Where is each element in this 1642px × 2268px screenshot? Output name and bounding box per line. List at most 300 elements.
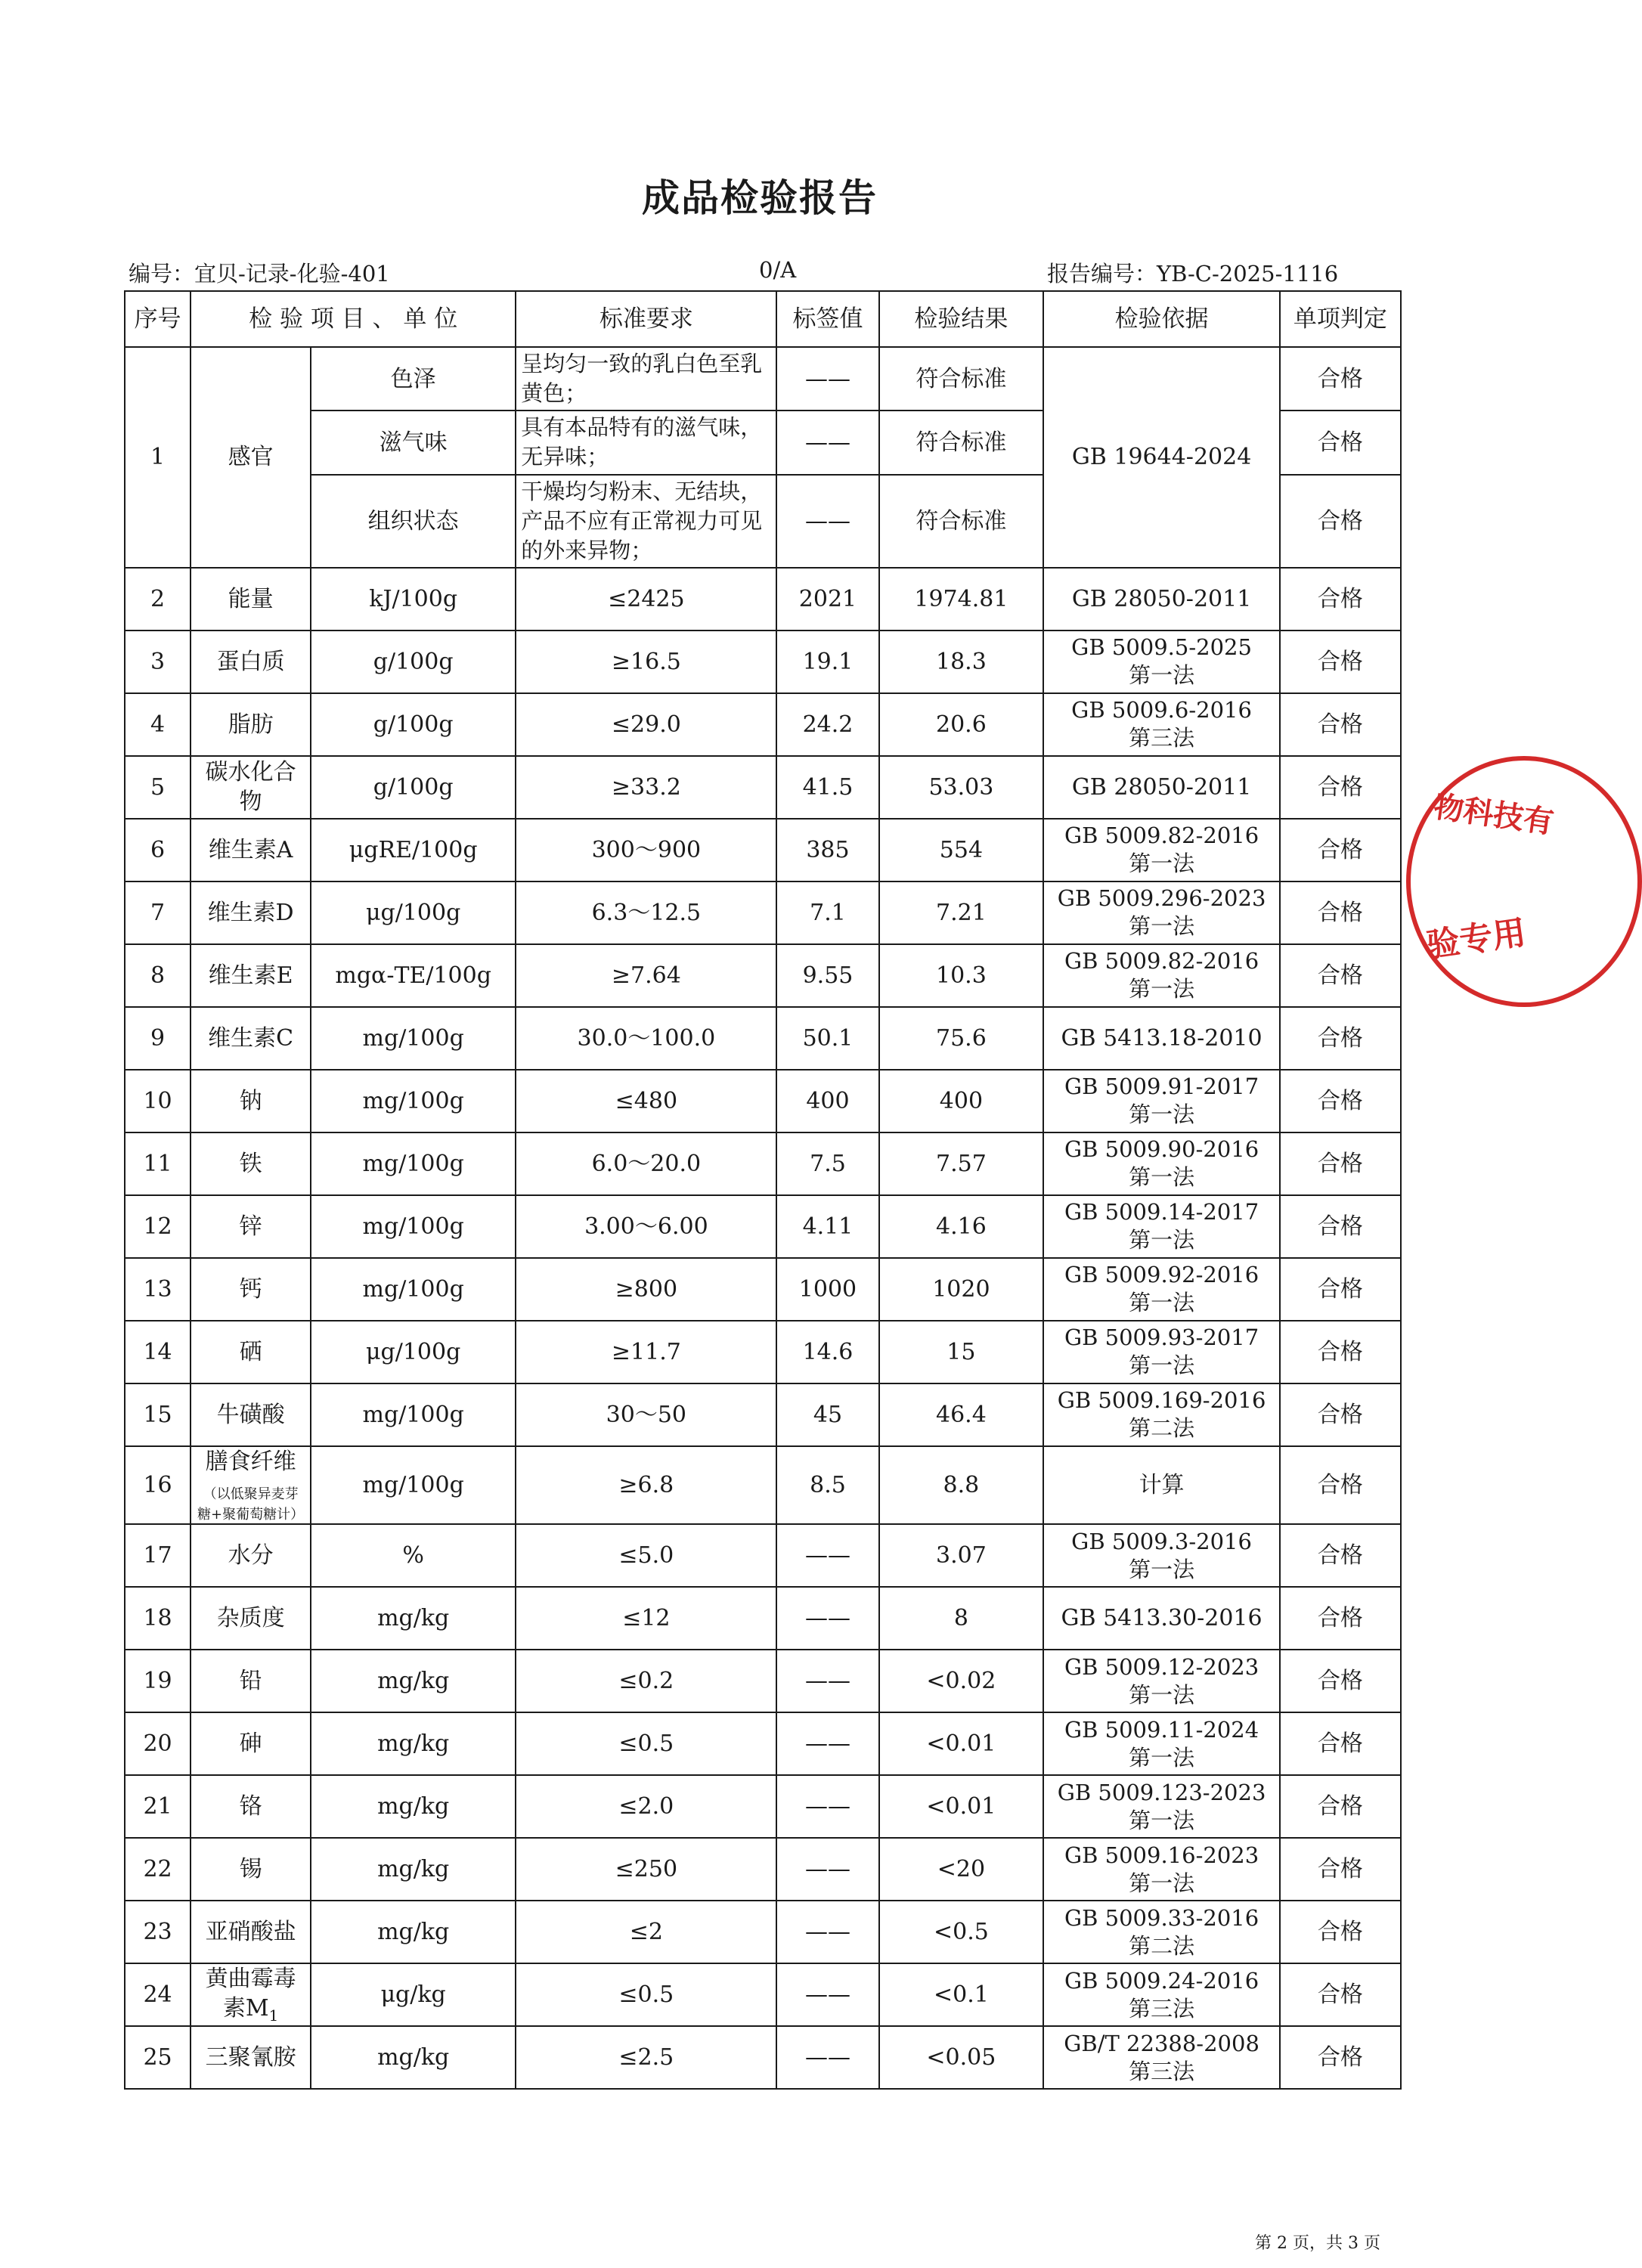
requirement: ≤29.0 [516,693,776,756]
item-name: 感官 [191,347,311,568]
requirement: ≥800 [516,1258,776,1321]
item-name [191,1650,311,1712]
basis-standard: GB 5009.92-2016 [1064,1262,1259,1288]
basis-standard: GB 5009.93-2017 [1064,1325,1259,1351]
label-value: 8.5 [776,1446,878,1524]
item-name [191,1838,311,1901]
basis-standard: GB 5009.123-2023 [1057,1779,1266,1805]
item-name-text: 硒 [239,1338,262,1365]
unit: mg/kg [311,2026,516,2089]
judgement: 合格 [1280,1587,1401,1650]
basis [1043,1070,1280,1132]
label-value: —— [776,1775,878,1838]
requirement: 干燥均匀粉末、无结块，产品不应有正常视力可见的外来异物； [516,475,776,568]
item-name-text: 维生素D [207,899,294,926]
unit: mg/100g [311,1258,516,1321]
table-row [125,347,1401,411]
item-name [191,756,311,819]
item-name-text: 膳食纤维 [205,1448,296,1475]
result: 10.3 [879,944,1044,1007]
label-value: —— [776,1587,878,1650]
label-value: —— [776,347,878,411]
basis-standard: GB 5009.90-2016 [1064,1136,1259,1163]
basis-method: 第一法 [1129,1227,1195,1253]
item-name [191,631,311,693]
basis-method: 第二法 [1129,1415,1195,1442]
basis-standard: GB 5009.82-2016 [1064,948,1259,974]
row-no: 4 [125,693,191,756]
result: 15 [879,1321,1044,1383]
judgement: 合格 [1280,1070,1401,1132]
item-name-subscript: 1 [268,2006,279,2025]
label-value: 7.5 [776,1132,878,1195]
requirement: ≤0.5 [516,1712,776,1775]
requirement: ≤2.5 [516,2026,776,2089]
row-no: 8 [125,944,191,1007]
row-no: 16 [125,1446,191,1524]
basis [1043,1258,1280,1321]
item-name [191,693,311,756]
table-row [125,1650,1401,1712]
unit: mgα-TE/100g [311,944,516,1007]
basis-method: 第一法 [1129,850,1195,877]
requirement: ≤250 [516,1838,776,1901]
label-value: —— [776,1838,878,1901]
label-value: 2021 [776,568,878,631]
unit: mg/100g [311,1070,516,1132]
item-name-text: 铁 [239,1150,262,1177]
basis [1043,944,1280,1007]
basis-standard: GB 5009.11-2024 [1064,1716,1259,1743]
unit: mg/kg [311,1838,516,1901]
basis [1043,568,1280,631]
basis-method: 第一法 [1129,1556,1195,1582]
result: <0.05 [879,2026,1044,2089]
judgement: 合格 [1280,756,1401,819]
item-name [191,1775,311,1838]
basis-standard: GB 5413.30-2016 [1061,1605,1262,1632]
requirement: ≤0.5 [516,1963,776,2026]
table-row [125,1963,1401,2026]
unit: mg/kg [311,1650,516,1712]
header-item-unit: 检 验 项 目 、 单 位 [191,291,516,347]
requirement: 6.3～12.5 [516,881,776,944]
label-value: —— [776,1650,878,1712]
row-no: 19 [125,1650,191,1712]
item-name-text: 砷 [239,1730,262,1758]
item-name [191,1587,311,1650]
unit: % [311,1524,516,1587]
result: 46.4 [879,1383,1044,1446]
header-label-value: 标签值 [776,291,878,347]
basis-standard: GB 5009.169-2016 [1057,1387,1266,1414]
label-value: 45 [776,1383,878,1446]
label-value: 400 [776,1070,878,1132]
basis [1043,693,1280,756]
item-name [191,1446,311,1524]
result: 1020 [879,1258,1044,1321]
table-row [125,1383,1401,1446]
basis [1043,1775,1280,1838]
item-name-text: 铅 [239,1668,262,1695]
requirement: 6.0～20.0 [516,1132,776,1195]
item-name [191,1712,311,1775]
item-name-text: 锌 [239,1213,262,1240]
result: 符合标准 [879,347,1044,411]
unit: mg/100g [311,1446,516,1524]
row-no: 5 [125,756,191,819]
label-value: —— [776,1524,878,1587]
basis [1043,1007,1280,1070]
item-name-text: 铬 [239,1793,262,1820]
basis-method: 第一法 [1129,1290,1195,1316]
item-name-text: 维生素A [208,836,293,863]
item-name-text: 杂质度 [216,1605,285,1632]
version-number: 0/A [759,257,797,283]
record-number: 编号：宜贝-记录-化验-401 [129,261,390,287]
label-value: —— [776,411,878,474]
judgement: 合格 [1280,944,1401,1007]
item-name [191,1963,311,2026]
basis-standard: GB 5009.91-2017 [1064,1074,1259,1100]
judgement: 合格 [1280,1383,1401,1446]
judgement: 合格 [1280,2026,1401,2089]
requirement: 30.0～100.0 [516,1007,776,1070]
requirement: 具有本品特有的滋气味，无异味； [516,411,776,474]
basis [1043,1963,1280,2026]
item-name-text: 能量 [228,585,274,612]
basis [1043,1901,1280,1963]
row-no: 14 [125,1321,191,1383]
basis-method: 第一法 [1129,1352,1195,1379]
judgement: 合格 [1280,693,1401,756]
requirement: 30～50 [516,1383,776,1446]
inspection-table [124,290,1402,2090]
result: 4.16 [879,1195,1044,1258]
requirement: 呈均匀一致的乳白色至乳黄色； [516,347,776,411]
table-row [125,881,1401,944]
result: <0.02 [879,1650,1044,1712]
label-value: —— [776,1901,878,1963]
result: <20 [879,1838,1044,1901]
result: 8.8 [879,1446,1044,1524]
row-no: 7 [125,881,191,944]
row-no: 17 [125,1524,191,1587]
table-row [125,1587,1401,1650]
table-row [125,693,1401,756]
basis [1043,756,1280,819]
basis [1043,1321,1280,1383]
requirement: ≥7.64 [516,944,776,1007]
basis-standard: GB 28050-2011 [1071,773,1252,801]
label-value: —— [776,2026,878,2089]
item-name-text: 水分 [228,1542,274,1569]
judgement: 合格 [1280,819,1401,881]
basis [1043,631,1280,693]
unit: g/100g [311,631,516,693]
item-name [191,568,311,631]
basis-standard: GB 5413.18-2010 [1061,1024,1262,1052]
unit: μg/100g [311,1321,516,1383]
requirement: ≤480 [516,1070,776,1132]
item-name-text: 维生素C [208,1024,294,1052]
basis-standard: GB 5009.14-2017 [1064,1199,1259,1225]
row-no: 24 [125,1963,191,2026]
basis-method: 第一法 [1129,1870,1195,1896]
unit: mg/100g [311,1132,516,1195]
result: 7.57 [879,1132,1044,1195]
header-requirement: 标准要求 [516,291,776,347]
table-row [125,1321,1401,1383]
table-row [125,568,1401,631]
judgement: 合格 [1280,881,1401,944]
basis-method: 第二法 [1129,1932,1195,1959]
item-name [191,881,311,944]
red-seal-stamp [1406,756,1642,1007]
item-name [191,1901,311,1963]
result: <0.1 [879,1963,1044,2026]
requirement: ≥11.7 [516,1321,776,1383]
item-name-text: 蛋白质 [216,648,285,675]
stamp-text-top: 物科技有 [1431,789,1556,841]
basis [1043,1195,1280,1258]
basis-method: 第一法 [1129,1164,1195,1191]
row-no: 25 [125,2026,191,2089]
report-number: 报告编号：YB-C-2025-1116 [1047,261,1339,287]
table-body [125,347,1401,2089]
result: 7.21 [879,881,1044,944]
judgement: 合格 [1280,1775,1401,1838]
item-name-text: 黄曲霉毒素M [205,1966,296,2022]
label-value: 41.5 [776,756,878,819]
result: <0.01 [879,1775,1044,1838]
basis [1043,2026,1280,2089]
basis-standard: GB 5009.3-2016 [1071,1528,1252,1554]
label-value: —— [776,1712,878,1775]
basis [1043,1838,1280,1901]
label-value: 1000 [776,1258,878,1321]
label-value: 9.55 [776,944,878,1007]
requirement: ≥6.8 [516,1446,776,1524]
unit: mg/kg [311,1712,516,1775]
row-no: 15 [125,1383,191,1446]
table-row [125,631,1401,693]
item-name-text: 锡 [239,1856,262,1883]
label-value: 24.2 [776,693,878,756]
judgement: 合格 [1280,1195,1401,1258]
basis-method: 第一法 [1129,913,1195,940]
row-no: 23 [125,1901,191,1963]
basis [1043,1587,1280,1650]
row-no: 10 [125,1070,191,1132]
table-row [125,1007,1401,1070]
header-result: 检验结果 [879,291,1044,347]
page-number: 第 2 页，共 3 页 [1255,2234,1380,2253]
report-title: 成品检验报告 [642,176,878,220]
requirement: ≤5.0 [516,1524,776,1587]
unit: μgRE/100g [311,819,516,881]
result: 1974.81 [879,568,1044,631]
table-row [125,1195,1401,1258]
item-name [191,1383,311,1446]
requirement: ≤2425 [516,568,776,631]
row-no: 6 [125,819,191,881]
header-basis: 检验依据 [1043,291,1280,347]
sensory-sub-item: 组织状态 [311,475,516,568]
table-row [125,756,1401,819]
row-no: 18 [125,1587,191,1650]
unit: mg/100g [311,1195,516,1258]
label-value: —— [776,1963,878,2026]
unit: g/100g [311,693,516,756]
item-name [191,1132,311,1195]
requirement: ≤12 [516,1587,776,1650]
result: <0.01 [879,1712,1044,1775]
basis: GB 19644-2024 [1043,347,1280,568]
judgement: 合格 [1280,1132,1401,1195]
result: 符合标准 [879,475,1044,568]
requirement: ≥16.5 [516,631,776,693]
judgement: 合格 [1280,1446,1401,1524]
item-name [191,1070,311,1132]
row-no: 11 [125,1132,191,1195]
judgement: 合格 [1280,1712,1401,1775]
basis [1043,1524,1280,1587]
label-value: 19.1 [776,631,878,693]
table-row [125,1901,1401,1963]
basis-method: 第三法 [1129,725,1195,751]
judgement: 合格 [1280,347,1401,411]
header-no: 序号 [125,291,191,347]
judgement: 合格 [1280,411,1401,474]
basis-method: 第一法 [1129,1101,1195,1128]
basis-method: 第一法 [1129,662,1195,689]
basis-method: 第一法 [1129,976,1195,1002]
judgement: 合格 [1280,1650,1401,1712]
result: 554 [879,819,1044,881]
basis-method: 第一法 [1129,1807,1195,1833]
item-name-text: 钙 [239,1275,262,1303]
result: 20.6 [879,693,1044,756]
item-name [191,1195,311,1258]
unit: mg/kg [311,1775,516,1838]
table-row [125,1838,1401,1901]
judgement: 合格 [1280,1963,1401,2026]
result: <0.5 [879,1901,1044,1963]
stamp-text-bottom: 验专用 [1424,913,1529,965]
item-name-text: 碳水化合物 [205,759,296,816]
item-name [191,1321,311,1383]
table-row [125,944,1401,1007]
requirement: ≥33.2 [516,756,776,819]
table-header-row [125,291,1401,347]
table-row [125,819,1401,881]
unit: μg/kg [311,1963,516,2026]
sensory-sub-item: 色泽 [311,347,516,411]
item-name-text: 脂肪 [228,711,274,738]
judgement: 合格 [1280,1524,1401,1587]
item-name-text: 钠 [239,1087,262,1114]
requirement: 3.00～6.00 [516,1195,776,1258]
table-row [125,1446,1401,1524]
table-row [125,1775,1401,1838]
result: 3.07 [879,1524,1044,1587]
row-no: 22 [125,1838,191,1901]
item-name [191,1524,311,1587]
basis-standard: GB 5009.82-2016 [1064,823,1259,849]
row-no: 13 [125,1258,191,1321]
judgement: 合格 [1280,1007,1401,1070]
judgement: 合格 [1280,1901,1401,1963]
item-name-note: 糖+聚葡萄糖计） [197,1506,305,1523]
table-row [125,1070,1401,1132]
basis [1043,1383,1280,1446]
basis-standard: GB/T 22388-2008 [1064,2030,1259,2056]
item-name-note: （以低聚异麦芽 [203,1486,299,1502]
label-value: 4.11 [776,1195,878,1258]
judgement: 合格 [1280,568,1401,631]
basis-standard: GB 5009.24-2016 [1064,1967,1259,1994]
unit: mg/kg [311,1587,516,1650]
label-value: 7.1 [776,881,878,944]
basis-method: 第三法 [1129,1995,1195,2022]
judgement: 合格 [1280,1321,1401,1383]
row-no: 21 [125,1775,191,1838]
basis-method: 第一法 [1129,1681,1195,1708]
row-no: 2 [125,568,191,631]
table-row [125,1524,1401,1587]
table-row [125,2026,1401,2089]
item-name [191,819,311,881]
unit: g/100g [311,756,516,819]
unit: mg/100g [311,1007,516,1070]
requirement: ≤2 [516,1901,776,1963]
basis-standard: GB 5009.33-2016 [1064,1904,1259,1931]
basis-standard: GB 28050-2011 [1071,585,1252,612]
basis [1043,819,1280,881]
judgement: 合格 [1280,1258,1401,1321]
row-no: 20 [125,1712,191,1775]
basis [1043,1712,1280,1775]
requirement: ≤2.0 [516,1775,776,1838]
unit: kJ/100g [311,568,516,631]
row-no: 1 [125,347,191,568]
basis-standard: GB 5009.12-2023 [1064,1653,1259,1680]
basis-standard: GB 5009.296-2023 [1057,885,1266,912]
sensory-sub-item: 滋气味 [311,411,516,474]
label-value: 385 [776,819,878,881]
header-judgement: 单项判定 [1280,291,1401,347]
basis-method: 第一法 [1129,1744,1195,1771]
item-name-text: 牛磺酸 [216,1401,285,1428]
label-value: —— [776,475,878,568]
result: 8 [879,1587,1044,1650]
basis [1043,881,1280,944]
basis [1043,1650,1280,1712]
table-row [125,1712,1401,1775]
item-name-text: 亚硝酸盐 [205,1919,296,1946]
table-row [125,1132,1401,1195]
result: 18.3 [879,631,1044,693]
basis: 计算 [1043,1446,1280,1524]
unit: mg/kg [311,1901,516,1963]
item-name [191,1258,311,1321]
requirement: 300～900 [516,819,776,881]
item-name [191,1007,311,1070]
basis-method: 第三法 [1129,2058,1195,2084]
result: 符合标准 [879,411,1044,474]
item-name-text: 三聚氰胺 [205,2044,296,2071]
